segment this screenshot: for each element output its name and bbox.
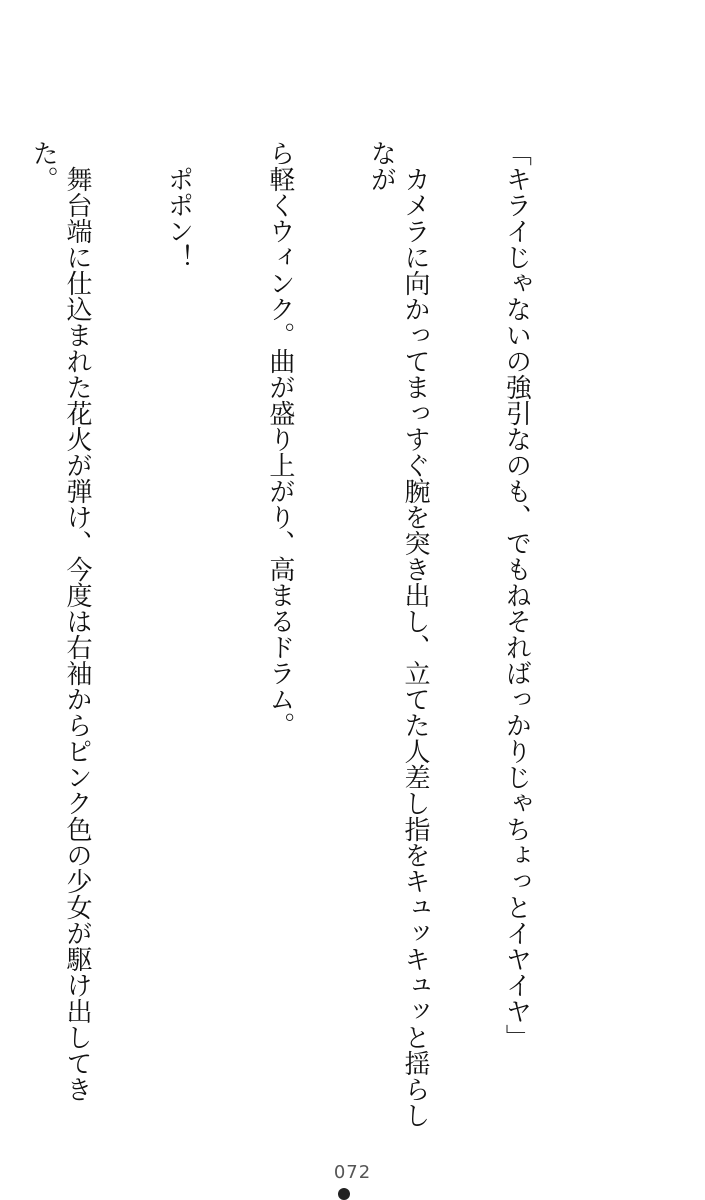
vertical-text-body: [0, 140, 600, 1140]
text-column-3: ら軽くウィンク。曲が盛り上がり、高まるドラム。: [264, 140, 295, 738]
text-column-4: ポポン！: [163, 140, 194, 270]
page-number: 072: [333, 1162, 372, 1183]
text-column-2: カメラに向かってまっすぐ腕を突き出し、立てた人差し指をキュッキュッと揺らしなが: [366, 140, 431, 1128]
text-column-5: 舞台端に仕込まれた花火が弾け、今度は右袖からピンク色の少女が駆け出してきた。: [28, 140, 93, 1102]
text-column-1: 「キライじゃないの強引なのも、でもねそればっかりじゃちょっとイヤイヤ」: [501, 140, 532, 1050]
page-marker-dot: [338, 1188, 350, 1200]
